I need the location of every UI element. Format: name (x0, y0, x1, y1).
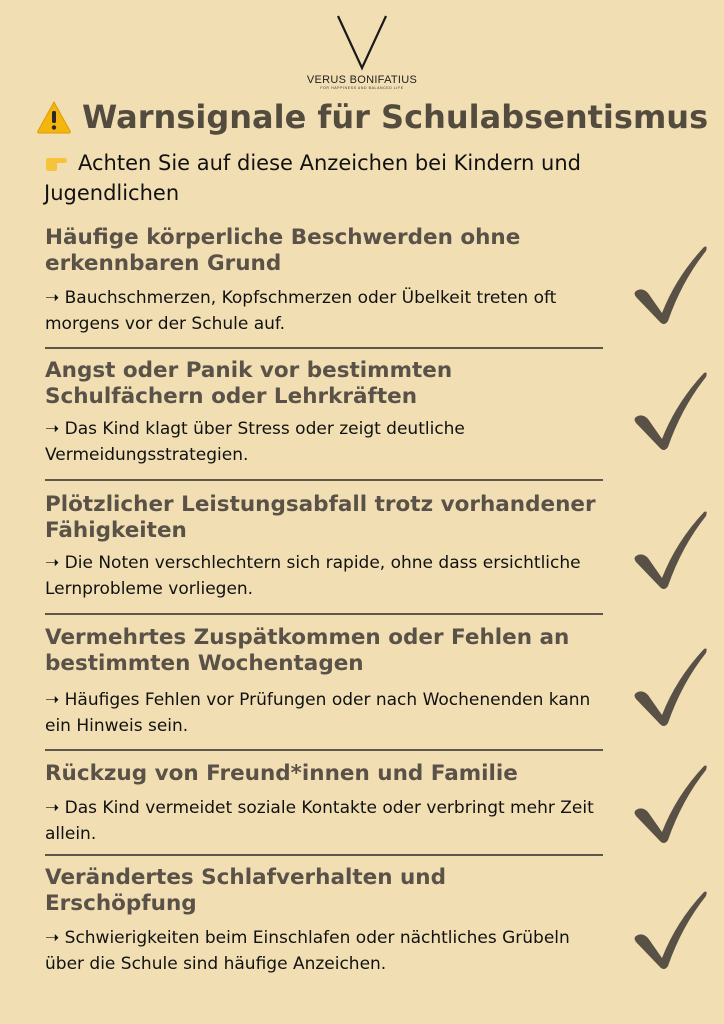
item-description: ➝ Schwierigkeiten beim Einschlafen oder nächtliches Grübeln über die Schule sind häufige Anzeichen. (45, 928, 570, 974)
checkmark-icon (630, 369, 710, 453)
checkmark-icon (630, 508, 710, 592)
item-divider (45, 479, 603, 481)
brand-tagline: FOR HAPPINESS AND BALANCED LIFE (320, 86, 404, 90)
item-description: ➝ Bauchschmerzen, Kopfschmerzen oder Übelkeit treten oft morgens vor der Schule auf. (45, 288, 557, 334)
warning-item-1 (45, 225, 605, 337)
intro-text-content: Achten Sie auf diese Anzeichen bei Kindern und Jugendlichen (44, 151, 581, 205)
item-divider (45, 613, 603, 615)
brand-name: VERUS BONIFATIUS (306, 74, 418, 86)
brand-logo (0, 12, 724, 90)
checkmark-icon (630, 762, 710, 846)
checkmark-icon (630, 645, 710, 729)
item-heading: Plötzlicher Leistungsabfall trotz vorhandener Fähigkeiten (45, 492, 596, 543)
item-divider (45, 854, 603, 856)
item-heading: Vermehrtes Zuspätkommen oder Fehlen an bestimmten Wochentagen (45, 625, 570, 676)
item-heading: Angst oder Panik vor bestimmten Schulfächern oder Lehrkräften (45, 358, 453, 409)
warning-icon (36, 100, 72, 134)
item-heading: Verändertes Schlafverhalten und Erschöpfung (45, 865, 446, 916)
warning-item-2 (45, 358, 605, 468)
warning-item-4 (45, 625, 605, 739)
item-divider (45, 347, 603, 349)
item-description: ➝ Das Kind vermeidet soziale Kontakte oder verbringt mehr Zeit allein. (45, 798, 594, 844)
item-description: ➝ Häufiges Fehlen vor Prüfungen oder nach Wochenenden kann ein Hinweis sein. (45, 690, 591, 736)
item-description: ➝ Die Noten verschlechtern sich rapide, ohne dass ersichtliche Lernprobleme vorliegen. (45, 553, 581, 599)
warning-item-6 (45, 865, 605, 977)
checkmark-icon (630, 243, 710, 327)
item-heading: Häufige körperliche Beschwerden ohne erkennbaren Grund (45, 225, 521, 276)
page-title (36, 98, 708, 136)
item-description: ➝ Das Kind klagt über Stress oder zeigt deutliche Vermeidungsstrategien. (45, 419, 465, 465)
warning-item-3 (45, 492, 605, 602)
item-divider (45, 749, 603, 751)
page-title-text: Warnsignale für Schulabsentismus (82, 98, 709, 136)
item-heading: Rückzug von Freund*innen und Familie (45, 761, 518, 786)
intro-text (44, 148, 644, 208)
pointing-hand-icon (44, 154, 70, 172)
checkmark-icon (630, 888, 710, 972)
warning-item-5 (45, 761, 605, 847)
v-logo-icon (332, 12, 392, 74)
